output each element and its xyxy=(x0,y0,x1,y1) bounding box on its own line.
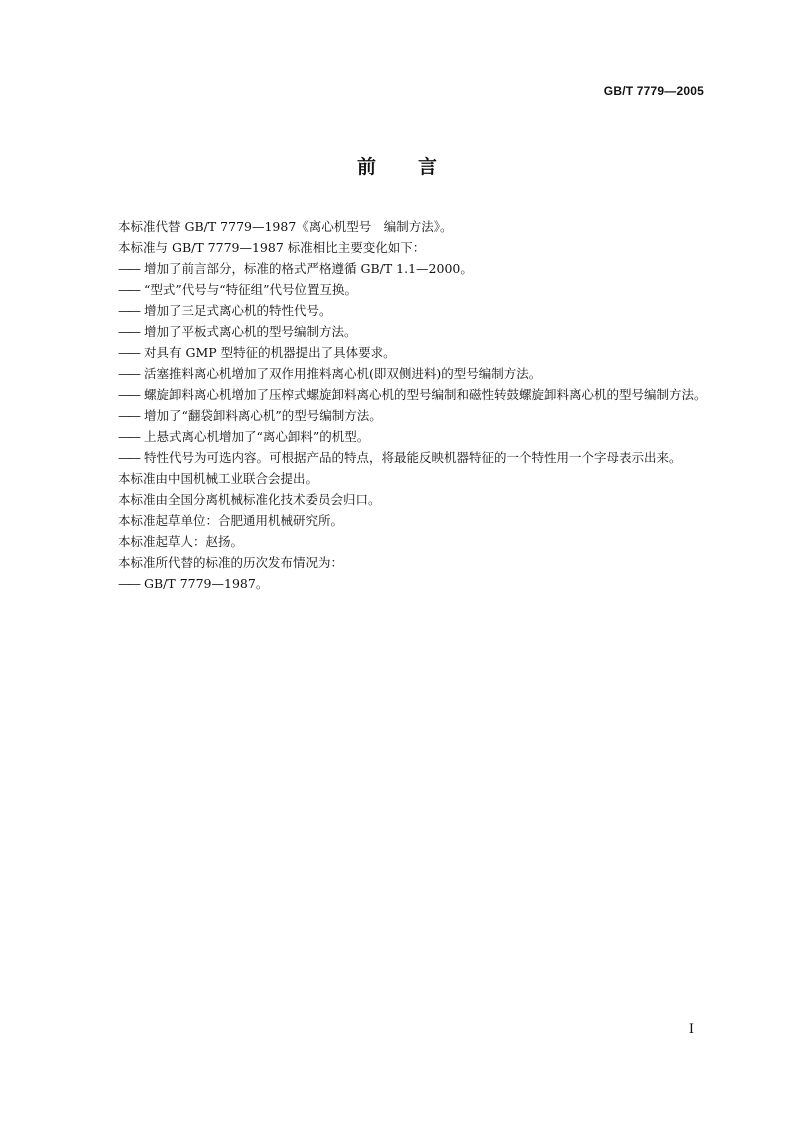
list-item xyxy=(118,384,708,405)
title-char-2: 言 xyxy=(418,156,438,178)
paragraph-text: 本标准代替 GB/T 7779—1987《离心机型号 编制方法》。 xyxy=(118,219,453,234)
list-item xyxy=(118,279,708,300)
list-item xyxy=(118,342,708,363)
list-item xyxy=(118,447,708,468)
list-item-text: “型式”代号与“特征组”代号位置互换。 xyxy=(144,282,358,297)
page-number: I xyxy=(688,1022,694,1037)
list-dash: —— xyxy=(118,282,139,297)
paragraph xyxy=(118,216,708,237)
foreword-body xyxy=(118,216,708,594)
paragraph-text: 本标准由中国机械工业联合会提出。 xyxy=(118,471,319,486)
paragraph-text: 本标准由全国分离机械标准化技术委员会归口。 xyxy=(118,492,381,507)
list-item xyxy=(118,300,708,321)
paragraph xyxy=(118,468,708,489)
paragraph xyxy=(118,237,708,258)
list-dash: —— xyxy=(118,345,139,360)
page-title xyxy=(0,152,794,179)
list-item xyxy=(118,363,708,384)
list-dash: —— xyxy=(118,366,139,381)
list-dash: —— xyxy=(118,303,139,318)
list-item-text: 增加了前言部分，标准的格式严格遵循 GB/T 1.1—2000。 xyxy=(144,261,473,276)
paragraph-text: 本标准与 GB/T 7779—1987 标准相比主要变化如下： xyxy=(118,240,426,255)
list-item xyxy=(118,573,708,594)
list-item-text: 特性代号为可选内容。可根据产品的特点，将最能反映机器特征的一个特性用一个字母表示出来。 xyxy=(144,450,682,465)
list-item-text: 活塞推料离心机增加了双作用推料离心机(即双侧进料)的型号编制方法。 xyxy=(144,366,542,381)
paragraph xyxy=(118,489,708,510)
paragraph xyxy=(118,531,708,552)
list-item-text: GB/T 7779—1987。 xyxy=(144,576,269,591)
paragraph-text: 本标准起草单位：合肥通用机械研究所。 xyxy=(118,513,344,528)
list-item xyxy=(118,321,708,342)
list-dash: —— xyxy=(118,324,139,339)
paragraph-text: 本标准所代替的标准的历次发布情况为： xyxy=(118,555,344,570)
list-item xyxy=(118,426,708,447)
list-item-text: 对具有 GMP 型特征的机器提出了具体要求。 xyxy=(144,345,396,360)
list-dash: —— xyxy=(118,387,139,402)
list-dash: —— xyxy=(118,408,139,423)
list-item-text: 增加了三足式离心机的特性代号。 xyxy=(144,303,332,318)
list-item-text: 上悬式离心机增加了“离心卸料”的机型。 xyxy=(144,429,370,444)
list-item xyxy=(118,405,708,426)
list-item-text: 螺旋卸料离心机增加了压榨式螺旋卸料离心机的型号编制和磁性转鼓螺旋卸料离心机的型号编制方法。 xyxy=(144,387,707,402)
list-item-text: 增加了“翻袋卸料离心机”的型号编制方法。 xyxy=(144,408,382,423)
list-dash: —— xyxy=(118,429,139,444)
list-item-text: 增加了平板式离心机的型号编制方法。 xyxy=(144,324,357,339)
standard-number: GB/T 7779—2005 xyxy=(603,84,704,98)
paragraph xyxy=(118,510,708,531)
list-dash: —— xyxy=(118,576,139,591)
paragraph xyxy=(118,552,708,573)
list-item xyxy=(118,258,708,279)
list-dash: —— xyxy=(118,261,139,276)
list-dash: —— xyxy=(118,450,139,465)
paragraph-text: 本标准起草人：赵扬。 xyxy=(118,534,244,549)
title-char-1: 前 xyxy=(356,156,376,178)
